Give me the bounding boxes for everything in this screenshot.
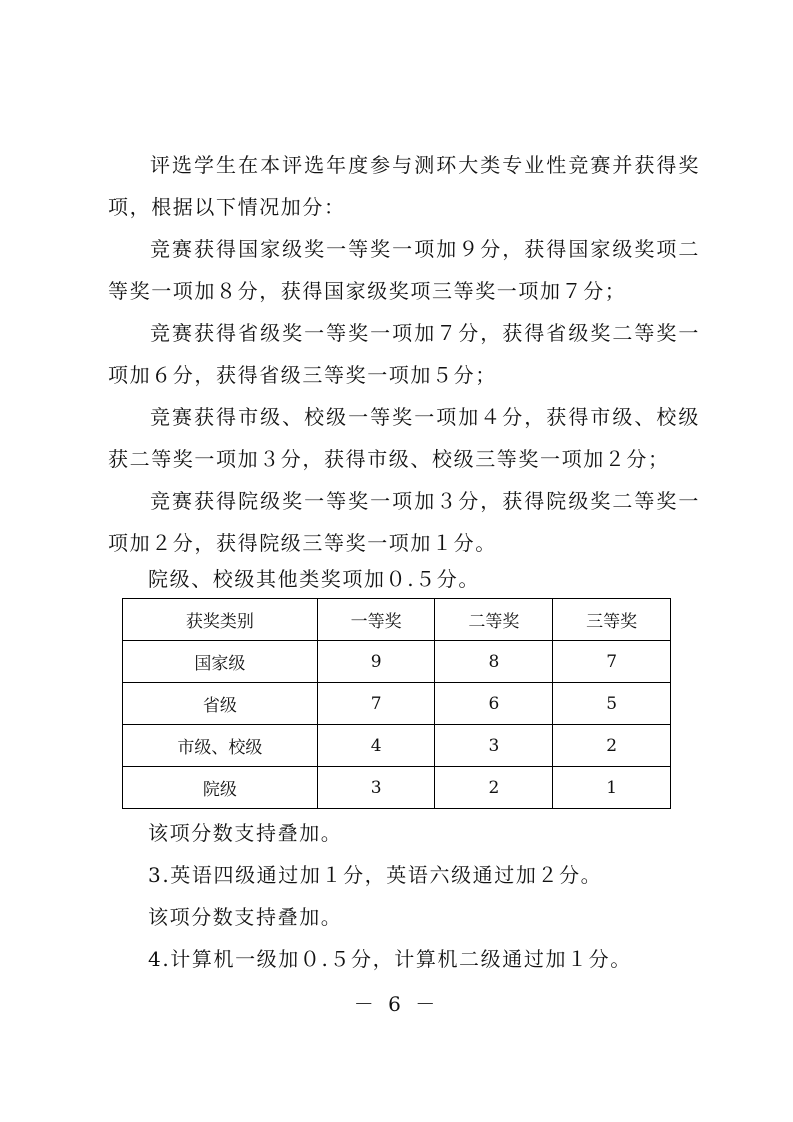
- stack-note-2: 该项分数支持叠加。: [148, 905, 343, 929]
- table-cell: 6: [435, 683, 553, 725]
- table-cell: 省级: [123, 683, 318, 725]
- stack-note-1: 该项分数支持叠加。: [148, 821, 343, 845]
- page-number: － 6 －: [353, 992, 440, 1016]
- table-cell: 8: [435, 641, 553, 683]
- college-award-paragraph: 竞赛获得院级奖一等奖一项加３分，获得院级奖二等奖一项加２分，获得院级三等奖一项加１分。: [108, 489, 700, 555]
- table-row: [123, 641, 671, 683]
- city-award-paragraph: 竞赛获得市级、校级一等奖一项加４分，获得市级、校级获二等奖一项加３分，获得市级、校级三等奖一项加２分；: [108, 405, 700, 471]
- table-row: [123, 725, 671, 767]
- table-row: [123, 683, 671, 725]
- table-cell: 3: [317, 767, 435, 809]
- table-cell: 国家级: [123, 641, 318, 683]
- header-cell: 一等奖: [317, 599, 435, 641]
- table-cell: 院级: [123, 767, 318, 809]
- table-cell: 7: [317, 683, 435, 725]
- english-line: 3.英语四级通过加１分，英语六级通过加２分。: [148, 863, 603, 887]
- header-cell: 三等奖: [553, 599, 671, 641]
- header-cell: 获奖类别: [123, 599, 318, 641]
- header-cell: 二等奖: [435, 599, 553, 641]
- table-header-row: [123, 599, 671, 641]
- table-cell: 5: [553, 683, 671, 725]
- other-award-line: 院级、校级其他类奖项加０.５分。: [148, 567, 480, 591]
- table-cell: 2: [553, 725, 671, 767]
- computer-line: 4.计算机一级加０.５分，计算机二级通过加１分。: [148, 947, 632, 971]
- table-cell: 市级、校级: [123, 725, 318, 767]
- table-cell: 2: [435, 767, 553, 809]
- table-cell: 9: [317, 641, 435, 683]
- table-cell: 3: [435, 725, 553, 767]
- national-award-paragraph: 竞赛获得国家级奖一等奖一项加９分，获得国家级奖项二等奖一项加８分，获得国家级奖项三等奖一项加７分；: [108, 237, 700, 303]
- table-row: [123, 767, 671, 809]
- award-table: [122, 598, 671, 809]
- table-cell: 4: [317, 725, 435, 767]
- table-cell: 7: [553, 641, 671, 683]
- table-cell: 1: [553, 767, 671, 809]
- provincial-award-paragraph: 竞赛获得省级奖一等奖一项加７分，获得省级奖二等奖一项加６分，获得省级三等奖一项加５分；: [108, 321, 700, 387]
- intro-paragraph: 评选学生在本评选年度参与测环大类专业性竞赛并获得奖项，根据以下情况加分：: [108, 153, 700, 219]
